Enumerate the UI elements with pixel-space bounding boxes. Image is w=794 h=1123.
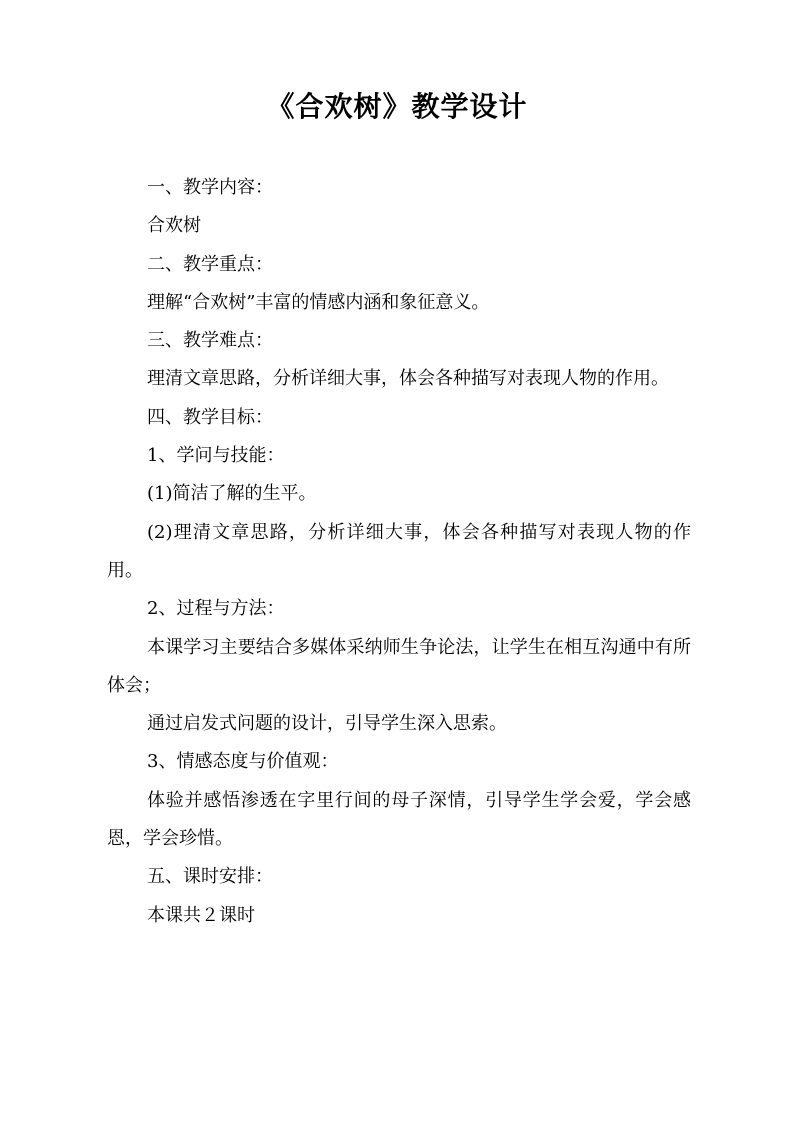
document-title: 《合欢树》教学设计 xyxy=(266,90,528,123)
schedule-text: 本课共２课时 xyxy=(147,904,255,926)
objective-heading-process: 2、过程与方法： xyxy=(147,598,285,620)
section-heading-difficulties: 三、教学难点： xyxy=(147,330,273,352)
section-heading-content: 一、教学内容： xyxy=(147,177,273,198)
section-heading-key-points: 二、教学重点： xyxy=(147,253,273,275)
difficulties-text: 理清文章思路，分析详细大事，体会各种描写对表现人物的作用。 xyxy=(147,368,669,390)
emotion-text: 体验并感悟渗透在字里行间的母子深情，引导学生学会爱，学会感恩，学会珍惜。 xyxy=(107,789,691,850)
document-body xyxy=(107,169,691,935)
process-text-1: 本课学习主要结合多媒体采纳师生争论法，让学生在相互沟通中有所体会； xyxy=(107,636,691,696)
section-heading-schedule: 五、课时安排： xyxy=(147,866,273,888)
key-points-text: 理解“合欢树”丰富的情感内涵和象征意义。 xyxy=(147,291,490,313)
objective-heading-knowledge: 1、学问与技能： xyxy=(147,445,285,467)
content-text: 合欢树 xyxy=(147,215,201,237)
objective-item-1: (1)简洁了解的生平。 xyxy=(147,483,317,505)
process-text-2: 通过启发式问题的设计，引导学生深入思索。 xyxy=(147,713,507,735)
objective-item-2: (2)理清文章思路，分析详细大事，体会各种描写对表现人物的作用。 xyxy=(107,521,691,581)
objective-heading-emotion: 3、情感态度与价值观： xyxy=(147,751,339,773)
section-heading-objectives: 四、教学目标： xyxy=(147,406,273,428)
